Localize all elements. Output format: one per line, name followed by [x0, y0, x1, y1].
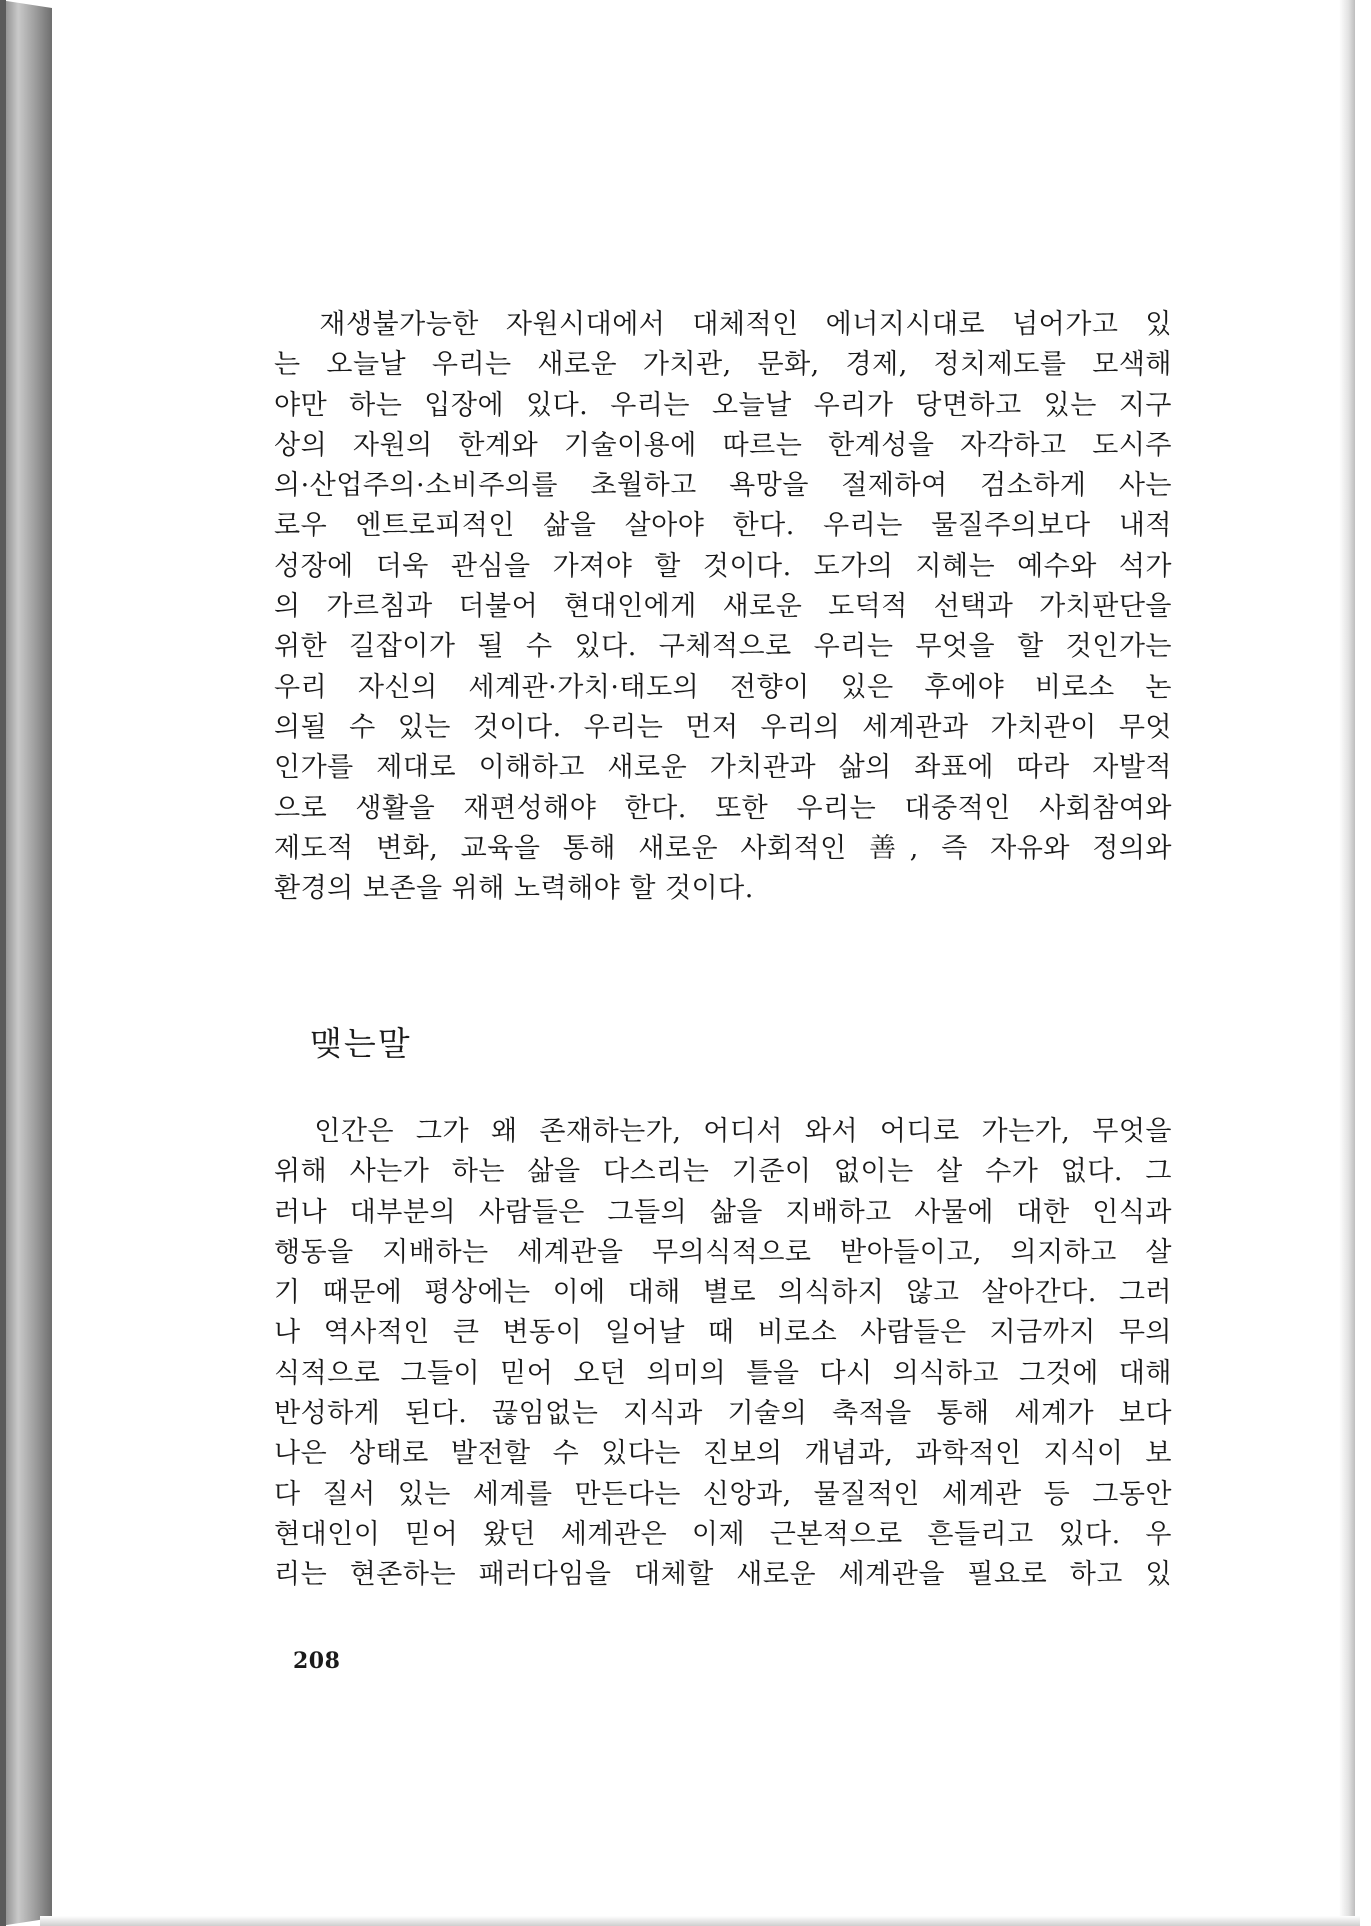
text-line: 인가를 제대로 이해하고 새로운 가치관과 삶의 좌표에 따라 자발적 [274, 752, 1172, 784]
text-line: 성장에 더욱 관심을 가져야 할 것이다. 도가의 지혜는 예수와 석가 [274, 550, 1172, 582]
text-line: 재생불가능한 자원시대에서 대체적인 에너지시대로 넘어가고 있 [274, 309, 1172, 340]
text-line: 나은 상태로 발전할 수 있다는 진보의 개념과, 과학적인 지식이 보 [274, 1438, 1172, 1470]
text-line: 기 때문에 평상에는 이에 대해 별로 의식하지 않고 살아간다. 그러 [274, 1277, 1172, 1309]
text-line: 제도적 변화, 교육을 통해 새로운 사회적인 善, 즉 자유와 정의와 [274, 832, 1172, 864]
text-line: 나 역사적인 큰 변동이 일어날 때 비로소 사람들은 지금까지 무의 [274, 1317, 1172, 1349]
text-line: 의될 수 있는 것이다. 우리는 먼저 우리의 세계관과 가치관이 무엇 [274, 711, 1172, 743]
text-line: 의 가르침과 더불어 현대인에게 새로운 도덕적 선택과 가치판단을 [274, 591, 1172, 623]
text-line: 으로 생활을 재편성해야 한다. 또한 우리는 대중적인 사회참여와 [274, 792, 1172, 824]
text-line: 행동을 지배하는 세계관을 무의식적으로 받아들이고, 의지하고 살 [274, 1236, 1172, 1268]
text-line: 상의 자원의 한계와 기술이용에 따르는 한계성을 자각하고 도시주 [274, 429, 1172, 461]
section-heading: 맺는말 [310, 1024, 412, 1063]
text-line: 리는 현존하는 패러다임을 대체할 새로운 세계관을 필요로 하고 있 [274, 1559, 1172, 1591]
paragraph-2 [274, 1112, 1172, 1596]
text-line: 현대인이 믿어 왔던 세계관은 이제 근본적으로 흔들리고 있다. 우 [274, 1518, 1172, 1550]
text-line: 환경의 보존을 위해 노력해야 할 것이다. [274, 873, 754, 905]
text-line: 야만 하는 입장에 있다. 우리는 오늘날 우리가 당면하고 있는 지구 [274, 389, 1172, 421]
spine-edge [0, 0, 6, 1926]
text-line: 위해 사는가 하는 삶을 다스리는 기준이 없이는 살 수가 없다. 그 [274, 1156, 1172, 1188]
book-page [52, 0, 1355, 1926]
text-line: 우리 자신의 세계관·가치·태도의 전향이 있은 후에야 비로소 논 [274, 671, 1172, 703]
page-number: 208 [293, 1648, 341, 1674]
paragraph-1 [274, 305, 1172, 909]
text-line: 의·산업주의·소비주의를 초월하고 욕망을 절제하여 검소하게 사는 [274, 470, 1172, 502]
page-edge-shadow [1339, 0, 1355, 1926]
text-line: 인간은 그가 왜 존재하는가, 어디서 와서 어디로 가는가, 무엇을 [274, 1116, 1172, 1147]
text-line: 다 질서 있는 세계를 만든다는 신앙과, 물질적인 세계관 등 그동안 [274, 1478, 1172, 1510]
page-bottom-shadow [40, 1916, 1360, 1926]
book-spine [0, 0, 52, 1926]
text-line: 위한 길잡이가 될 수 있다. 구체적으로 우리는 무엇을 할 것인가는 [274, 631, 1172, 663]
text-line: 로우 엔트로피적인 삶을 살아야 한다. 우리는 물질주의보다 내적 [274, 510, 1172, 542]
text-line: 는 오늘날 우리는 새로운 가치관, 문화, 경제, 정치제도를 모색해 [274, 349, 1172, 381]
text-line: 식적으로 그들이 믿어 오던 의미의 틀을 다시 의식하고 그것에 대해 [274, 1357, 1172, 1389]
text-line: 러나 대부분의 사람들은 그들의 삶을 지배하고 사물에 대한 인식과 [274, 1196, 1172, 1228]
text-line: 반성하게 된다. 끊임없는 지식과 기술의 축적을 통해 세계가 보다 [274, 1398, 1172, 1430]
